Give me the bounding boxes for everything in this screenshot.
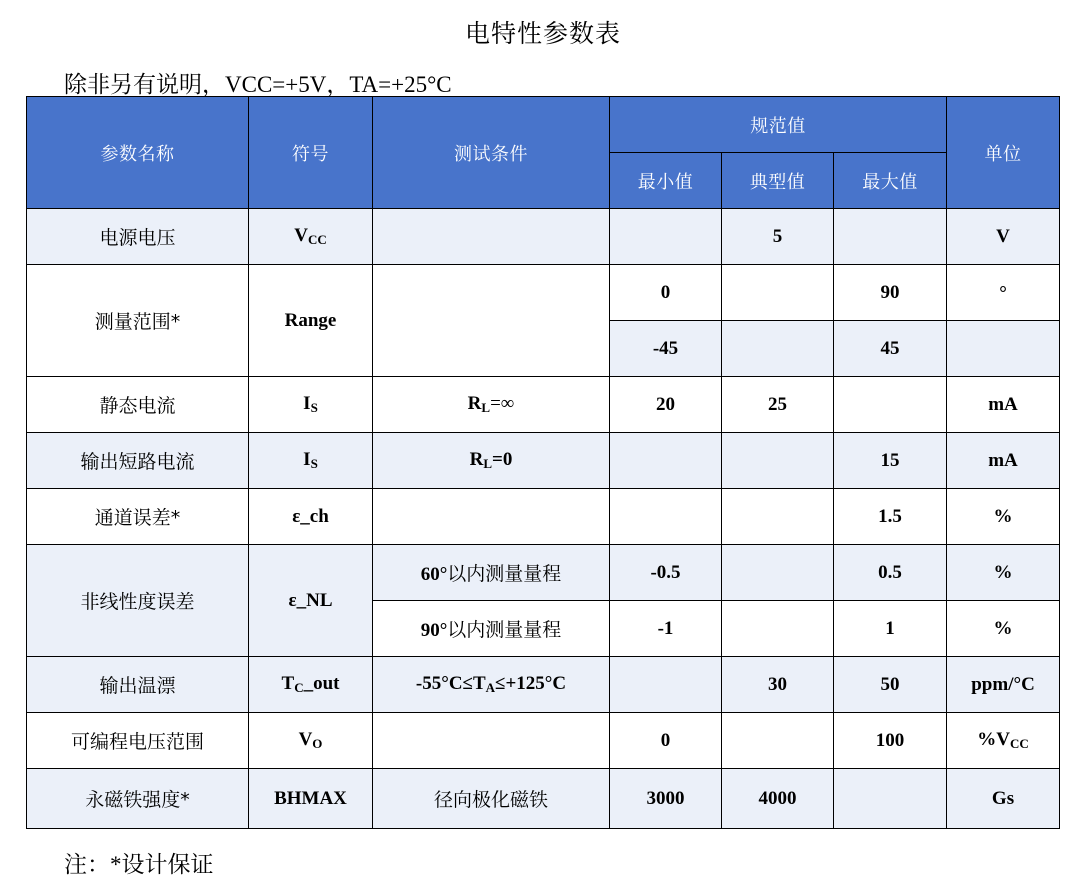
test-condition: $R_L=0$ bbox=[373, 433, 610, 489]
table-row-magnet-strength bbox=[27, 769, 1060, 829]
test-condition: $-55^\circ C\le T_A\le+125^\circ C$ bbox=[373, 657, 610, 713]
test-condition bbox=[373, 265, 610, 377]
footnote: 注：*设计保证 bbox=[64, 852, 214, 877]
min-value: -0.5 bbox=[610, 545, 722, 601]
symbol: ε_ch bbox=[249, 489, 373, 545]
unit: V bbox=[947, 209, 1060, 265]
header-symbol: 符号 bbox=[249, 97, 373, 209]
symbol: $I_S$ bbox=[249, 377, 373, 433]
unit: $\%V_{CC}$ bbox=[947, 713, 1060, 769]
test-condition: 90°以内测量量程 bbox=[373, 601, 610, 657]
param-name: 测量范围* bbox=[27, 265, 249, 377]
min-value: 3000 bbox=[610, 769, 722, 829]
typ-value: 5 bbox=[722, 209, 834, 265]
header-min: 最小值 bbox=[610, 153, 722, 209]
table-row-nonlinearity-error bbox=[27, 545, 1060, 601]
symbol: ε_NL bbox=[249, 545, 373, 657]
typ-value bbox=[722, 321, 834, 377]
table-row-channel-error bbox=[27, 489, 1060, 545]
header-spec-value: 规范值 bbox=[610, 97, 947, 153]
symbol: $I_S$ bbox=[249, 433, 373, 489]
test-condition: 60°以内测量量程 bbox=[373, 545, 610, 601]
max-value: 100 bbox=[834, 713, 947, 769]
typ-value bbox=[722, 545, 834, 601]
unit: mA bbox=[947, 377, 1060, 433]
param-name: 通道误差* bbox=[27, 489, 249, 545]
header-param-name: 参数名称 bbox=[27, 97, 249, 209]
symbol: $V_{CC}$ bbox=[249, 209, 373, 265]
test-condition bbox=[373, 209, 610, 265]
min-value: 0 bbox=[610, 713, 722, 769]
typ-value bbox=[722, 433, 834, 489]
electrical-characteristics-table bbox=[26, 96, 1060, 829]
test-condition: $R_L=\infty$ bbox=[373, 377, 610, 433]
table-row-output-temp-drift bbox=[27, 657, 1060, 713]
header-max: 最大值 bbox=[834, 153, 947, 209]
max-value bbox=[834, 209, 947, 265]
header-typ: 典型值 bbox=[722, 153, 834, 209]
test-condition: 径向极化磁铁 bbox=[373, 769, 610, 829]
unit bbox=[947, 321, 1060, 377]
min-value bbox=[610, 657, 722, 713]
param-name: 永磁铁强度* bbox=[27, 769, 249, 829]
symbol: $V_O$ bbox=[249, 713, 373, 769]
min-value bbox=[610, 433, 722, 489]
min-value bbox=[610, 209, 722, 265]
max-value bbox=[834, 377, 947, 433]
min-value: -45 bbox=[610, 321, 722, 377]
typ-value bbox=[722, 713, 834, 769]
max-value: 15 bbox=[834, 433, 947, 489]
param-name: 输出短路电流 bbox=[27, 433, 249, 489]
page-title: 电特性参数表 bbox=[464, 19, 621, 48]
table-row-measure-range bbox=[27, 265, 1060, 321]
unit: Gs bbox=[947, 769, 1060, 829]
unit: ppm/°C bbox=[947, 657, 1060, 713]
param-name: 非线性度误差 bbox=[27, 545, 249, 657]
param-name: 静态电流 bbox=[27, 377, 249, 433]
table-row-programmable-voltage-range bbox=[27, 713, 1060, 769]
typ-value bbox=[722, 265, 834, 321]
header-row bbox=[27, 97, 1060, 153]
symbol: BHMAX bbox=[249, 769, 373, 829]
max-value: 90 bbox=[834, 265, 947, 321]
test-condition bbox=[373, 713, 610, 769]
typ-value bbox=[722, 601, 834, 657]
table-row-short-circuit-current bbox=[27, 433, 1060, 489]
max-value: 0.5 bbox=[834, 545, 947, 601]
table-row-quiescent-current bbox=[27, 377, 1060, 433]
param-name: 可编程电压范围 bbox=[27, 713, 249, 769]
table-row-supply-voltage bbox=[27, 209, 1060, 265]
symbol: Range bbox=[249, 265, 373, 377]
min-value: 0 bbox=[610, 265, 722, 321]
min-value: 20 bbox=[610, 377, 722, 433]
min-value: -1 bbox=[610, 601, 722, 657]
conditions-subtitle: 除非另有说明，VCC=+5V，TA=+25°C bbox=[64, 72, 452, 97]
unit: ° bbox=[947, 265, 1060, 321]
min-value bbox=[610, 489, 722, 545]
unit: % bbox=[947, 601, 1060, 657]
typ-value: 30 bbox=[722, 657, 834, 713]
symbol: $T_C\_out$ bbox=[249, 657, 373, 713]
unit: % bbox=[947, 489, 1060, 545]
test-condition bbox=[373, 489, 610, 545]
max-value bbox=[834, 769, 947, 829]
unit: % bbox=[947, 545, 1060, 601]
max-value: 45 bbox=[834, 321, 947, 377]
param-name: 输出温漂 bbox=[27, 657, 249, 713]
typ-value: 4000 bbox=[722, 769, 834, 829]
max-value: 50 bbox=[834, 657, 947, 713]
typ-value: 25 bbox=[722, 377, 834, 433]
unit: mA bbox=[947, 433, 1060, 489]
max-value: 1.5 bbox=[834, 489, 947, 545]
typ-value bbox=[722, 489, 834, 545]
header-test-condition: 测试条件 bbox=[373, 97, 610, 209]
param-name: 电源电压 bbox=[27, 209, 249, 265]
max-value: 1 bbox=[834, 601, 947, 657]
header-unit: 单位 bbox=[947, 97, 1060, 209]
